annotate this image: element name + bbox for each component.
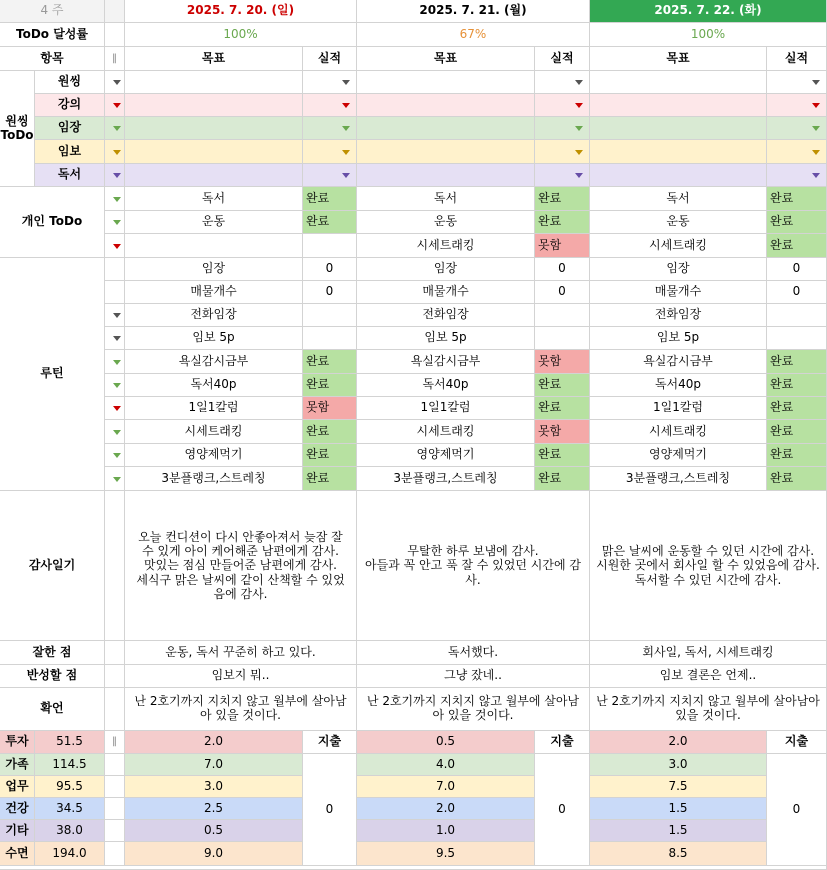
dropdown-arrow-icon[interactable]: [113, 173, 121, 178]
personal-result[interactable]: 완료: [303, 187, 357, 211]
wonssing-item: 원씽: [35, 71, 105, 94]
spacer: [105, 665, 125, 688]
dropdown-arrow-icon[interactable]: [113, 336, 121, 341]
good-entry[interactable]: 운동, 독서 꾸준히 하고 있다.: [125, 641, 357, 665]
good-entry[interactable]: 독서했다.: [357, 641, 590, 665]
col-goal: 목표: [125, 47, 303, 71]
wonssing-result[interactable]: [767, 94, 827, 117]
routine-result[interactable]: [303, 327, 357, 350]
wonssing-result[interactable]: [535, 94, 590, 117]
wonssing-goal[interactable]: [590, 94, 767, 117]
routine-result[interactable]: 못함: [535, 420, 590, 444]
dropdown-arrow-icon[interactable]: [575, 173, 583, 178]
wonssing-result[interactable]: [303, 140, 357, 164]
dropdown-arrow-icon[interactable]: [113, 430, 121, 435]
gratitude-label: 감사일기: [0, 491, 105, 641]
affirm-entry[interactable]: 난 2호기까지 지치지 않고 월부에 살아남아 있을 것이다.: [125, 688, 357, 731]
wonssing-dropdown[interactable]: [105, 94, 125, 117]
routine-goal[interactable]: 전화임장: [590, 304, 767, 327]
spend-label: 지출: [535, 731, 590, 754]
routine-goal[interactable]: 영양제먹기: [357, 444, 535, 467]
wonssing-result[interactable]: [535, 71, 590, 94]
time-value[interactable]: 0.5: [357, 731, 535, 754]
routine-result[interactable]: 완료: [767, 397, 827, 420]
personal-todo-label: 개인 ToDo: [0, 187, 105, 258]
reflect-entry[interactable]: 임보 결론은 언제..: [590, 665, 827, 688]
dropdown-arrow-icon[interactable]: [113, 220, 121, 225]
routine-result[interactable]: 0: [767, 281, 827, 304]
dropdown-arrow-icon[interactable]: [575, 80, 583, 85]
time-value[interactable]: 1.5: [590, 798, 767, 820]
dropdown-arrow-icon[interactable]: [812, 173, 820, 178]
dropdown-arrow-icon[interactable]: [342, 80, 350, 85]
dropdown-arrow-icon[interactable]: [342, 103, 350, 108]
routine-goal[interactable]: 시세트래킹: [590, 420, 767, 444]
routine-goal[interactable]: 독서40p: [125, 374, 303, 397]
dropdown-arrow-icon[interactable]: [812, 126, 820, 131]
routine-result[interactable]: 0: [303, 258, 357, 281]
routine-result[interactable]: 완료: [767, 444, 827, 467]
dropdown-arrow-icon[interactable]: [113, 244, 121, 249]
time-value[interactable]: 8.5: [590, 842, 767, 866]
routine-dropdown[interactable]: [105, 420, 125, 444]
col-goal: 목표: [590, 47, 767, 71]
todo-rate-value: 100%: [125, 23, 357, 47]
wonssing-goal[interactable]: [357, 94, 535, 117]
routine-goal[interactable]: 독서40p: [357, 374, 535, 397]
routine-goal[interactable]: 3분플랭크,스트레칭: [125, 467, 303, 491]
wonssing-dropdown[interactable]: [105, 117, 125, 140]
dropdown-arrow-icon[interactable]: [113, 103, 121, 108]
week-label: 4 주: [0, 0, 105, 23]
routine-dropdown[interactable]: [105, 350, 125, 374]
routine-result[interactable]: [303, 304, 357, 327]
time-total: 51.5: [35, 731, 105, 754]
personal-result[interactable]: 완료: [535, 187, 590, 211]
time-category: 가족: [0, 754, 35, 776]
time-value[interactable]: 9.0: [125, 842, 303, 866]
routine-result[interactable]: 완료: [767, 350, 827, 374]
routine-result[interactable]: 완료: [767, 420, 827, 444]
spacer: [105, 688, 125, 731]
time-category: 수면: [0, 842, 35, 866]
time-value[interactable]: 4.0: [357, 754, 535, 776]
routine-goal[interactable]: 3분플랭크,스트레칭: [590, 467, 767, 491]
routine-goal[interactable]: 임보 5p: [357, 327, 535, 350]
routine-goal[interactable]: 임장: [125, 258, 303, 281]
dropdown-arrow-icon[interactable]: [113, 453, 121, 458]
routine-goal[interactable]: 욕실감시금부: [357, 350, 535, 374]
spacer: [105, 0, 125, 23]
personal-goal[interactable]: 운동: [590, 211, 767, 234]
routine-result[interactable]: 완료: [303, 374, 357, 397]
routine-dropdown[interactable]: [105, 444, 125, 467]
time-value[interactable]: 2.5: [125, 798, 303, 820]
wonssing-dropdown[interactable]: [105, 140, 125, 164]
dropdown-arrow-icon[interactable]: [113, 197, 121, 202]
spacer: [105, 798, 125, 820]
routine-dropdown[interactable]: [105, 304, 125, 327]
spend-label: 지출: [303, 731, 357, 754]
dropdown-arrow-icon[interactable]: [113, 126, 121, 131]
routine-result[interactable]: 못함: [303, 397, 357, 420]
personal-dropdown[interactable]: [105, 211, 125, 234]
time-total: 194.0: [35, 842, 105, 866]
gratitude-entry[interactable]: 오늘 컨디션이 다시 안좋아져서 늦잠 잘 수 있게 아이 케어해준 남편에게 감사. 맛있는 점심 만들어준 남편에게 감사. 세식구 맑은 날씨에 같이 산책할 수 있었음에 감사.: [125, 491, 357, 641]
time-value[interactable]: 9.5: [357, 842, 535, 866]
personal-goal[interactable]: 운동: [125, 211, 303, 234]
dropdown-arrow-icon[interactable]: [575, 126, 583, 131]
routine-goal[interactable]: 매물개수: [590, 281, 767, 304]
personal-goal[interactable]: 독서: [125, 187, 303, 211]
routine-result[interactable]: [535, 327, 590, 350]
routine-dropdown[interactable]: [105, 258, 125, 281]
routine-result[interactable]: 완료: [303, 444, 357, 467]
wonssing-goal[interactable]: [590, 140, 767, 164]
wonssing-goal[interactable]: [357, 71, 535, 94]
time-value[interactable]: 0.5: [125, 820, 303, 842]
personal-goal[interactable]: 운동: [357, 211, 535, 234]
time-category: 업무: [0, 776, 35, 798]
personal-result[interactable]: 완료: [767, 187, 827, 211]
time-value[interactable]: 3.0: [590, 754, 767, 776]
dropdown-arrow-icon[interactable]: [113, 80, 121, 85]
todo-rate-value: 67%: [357, 23, 590, 47]
spacer: [105, 820, 125, 842]
time-total: 114.5: [35, 754, 105, 776]
dropdown-arrow-icon[interactable]: [812, 150, 820, 155]
wonssing-result[interactable]: [767, 71, 827, 94]
routine-goal[interactable]: 전화임장: [125, 304, 303, 327]
personal-result[interactable]: 완료: [535, 211, 590, 234]
dropdown-arrow-icon[interactable]: [113, 477, 121, 482]
personal-dropdown[interactable]: [105, 234, 125, 258]
wonssing-goal[interactable]: [590, 117, 767, 140]
routine-goal[interactable]: 영양제먹기: [125, 444, 303, 467]
dropdown-arrow-icon[interactable]: [113, 383, 121, 388]
personal-result[interactable]: 못함: [535, 234, 590, 258]
routine-result[interactable]: [767, 327, 827, 350]
routine-goal[interactable]: 임보 5p: [125, 327, 303, 350]
routine-result[interactable]: 0: [303, 281, 357, 304]
spacer: [105, 776, 125, 798]
reflect-entry[interactable]: 임보지 뭐..: [125, 665, 357, 688]
routine-dropdown[interactable]: [105, 467, 125, 491]
routine-result[interactable]: 완료: [303, 350, 357, 374]
time-value[interactable]: 2.0: [357, 798, 535, 820]
time-value[interactable]: 2.0: [125, 731, 303, 754]
routine-dropdown[interactable]: [105, 397, 125, 420]
dropdown-arrow-icon[interactable]: [342, 173, 350, 178]
spacer: [105, 491, 125, 641]
wonssing-result[interactable]: [767, 164, 827, 187]
routine-result[interactable]: 완료: [303, 420, 357, 444]
spacer: [105, 23, 125, 47]
routine-dropdown[interactable]: [105, 281, 125, 304]
routine-goal[interactable]: 3분플랭크,스트레칭: [357, 467, 535, 491]
col-result: 실적: [303, 47, 357, 71]
spacer: ‖: [105, 731, 125, 754]
gratitude-entry[interactable]: 맑은 날씨에 운동할 수 있던 시간에 감사. 시원한 곳에서 회사일 할 수 있었음에 감사. 독서할 수 있던 시간에 감사.: [590, 491, 827, 641]
good-label: 잘한 점: [0, 641, 105, 665]
dropdown-arrow-icon[interactable]: [113, 150, 121, 155]
spend-label: 지출: [767, 731, 827, 754]
todo-rate-label: ToDo 달성률: [0, 23, 105, 47]
routine-goal[interactable]: 임장: [357, 258, 535, 281]
routine-goal[interactable]: 1일1칼럼: [357, 397, 535, 420]
item-label: 항목: [0, 47, 105, 71]
time-category: 기타: [0, 820, 35, 842]
time-value[interactable]: 7.0: [357, 776, 535, 798]
routine-result[interactable]: 0: [767, 258, 827, 281]
routine-goal[interactable]: 시세트래킹: [357, 420, 535, 444]
routine-result[interactable]: 완료: [535, 467, 590, 491]
dropdown-arrow-icon[interactable]: [812, 80, 820, 85]
spend-value[interactable]: 0: [535, 754, 590, 866]
affirm-entry[interactable]: 난 2호기까지 지치지 않고 월부에 살아남아 있을 것이다.: [357, 688, 590, 731]
routine-result[interactable]: 완료: [535, 374, 590, 397]
day-header: 2025. 7. 21. (월): [357, 0, 590, 23]
time-category: 투자: [0, 731, 35, 754]
wonssing-goal[interactable]: [125, 94, 303, 117]
affirm-label: 확언: [0, 688, 105, 731]
routine-result[interactable]: [535, 304, 590, 327]
good-entry[interactable]: 회사일, 독서, 시세트래킹: [590, 641, 827, 665]
routine-goal[interactable]: 1일1칼럼: [125, 397, 303, 420]
time-category: 건강: [0, 798, 35, 820]
wonssing-result[interactable]: [535, 140, 590, 164]
col-result: 실적: [535, 47, 590, 71]
wonssing-result[interactable]: [767, 140, 827, 164]
wonssing-goal[interactable]: [125, 140, 303, 164]
wonssing-item: 독서: [35, 164, 105, 187]
time-value[interactable]: 1.5: [590, 820, 767, 842]
routine-goal[interactable]: 전화임장: [357, 304, 535, 327]
dropdown-arrow-icon[interactable]: [575, 150, 583, 155]
dropdown-arrow-icon[interactable]: [113, 313, 121, 318]
time-total: 95.5: [35, 776, 105, 798]
wonssing-dropdown[interactable]: [105, 164, 125, 187]
wonssing-item: 임장: [35, 117, 105, 140]
personal-goal[interactable]: [125, 234, 303, 258]
routine-result[interactable]: 완료: [535, 397, 590, 420]
wonssing-goal[interactable]: [125, 117, 303, 140]
col-result: 실적: [767, 47, 827, 71]
wonssing-goal[interactable]: [357, 140, 535, 164]
routine-result[interactable]: [767, 304, 827, 327]
time-value[interactable]: 1.0: [357, 820, 535, 842]
wonssing-result[interactable]: [303, 94, 357, 117]
wonssing-result[interactable]: [303, 71, 357, 94]
personal-dropdown[interactable]: [105, 187, 125, 211]
personal-result[interactable]: [303, 234, 357, 258]
dropdown-arrow-icon[interactable]: [812, 103, 820, 108]
day-header: 2025. 7. 22. (화): [590, 0, 827, 23]
routine-result[interactable]: 못함: [535, 350, 590, 374]
routine-goal[interactable]: 1일1칼럼: [590, 397, 767, 420]
time-total: 38.0: [35, 820, 105, 842]
spacer: [105, 754, 125, 776]
wonssing-result[interactable]: [535, 117, 590, 140]
dropdown-arrow-icon[interactable]: [342, 126, 350, 131]
wonssing-result[interactable]: [303, 164, 357, 187]
wonssing-result[interactable]: [303, 117, 357, 140]
routine-result[interactable]: 완료: [303, 467, 357, 491]
wonssing-result[interactable]: [767, 117, 827, 140]
routine-goal[interactable]: 매물개수: [125, 281, 303, 304]
wonssing-dropdown[interactable]: [105, 71, 125, 94]
personal-goal[interactable]: 독서: [357, 187, 535, 211]
wonssing-goal[interactable]: [590, 71, 767, 94]
gratitude-entry[interactable]: 무탈한 하루 보냄에 감사. 아들과 꼭 안고 푹 잘 수 있었던 시간에 감사.: [357, 491, 590, 641]
routine-goal[interactable]: 매물개수: [357, 281, 535, 304]
routine-result[interactable]: 완료: [767, 374, 827, 397]
personal-result[interactable]: 완료: [767, 234, 827, 258]
routine-result[interactable]: 완료: [767, 467, 827, 491]
reflect-entry[interactable]: 그냥 잤네..: [357, 665, 590, 688]
spend-value[interactable]: 0: [303, 754, 357, 866]
spacer: [105, 641, 125, 665]
dropdown-arrow-icon[interactable]: [342, 150, 350, 155]
wonssing-result[interactable]: [535, 164, 590, 187]
routine-goal[interactable]: 욕실감시금부: [125, 350, 303, 374]
routine-result[interactable]: 0: [535, 258, 590, 281]
wonssing-goal[interactable]: [357, 164, 535, 187]
personal-goal[interactable]: 시세트래킹: [590, 234, 767, 258]
routine-goal[interactable]: 독서40p: [590, 374, 767, 397]
day-header: 2025. 7. 20. (일): [125, 0, 357, 23]
wonssing-item: 임보: [35, 140, 105, 164]
routine-dropdown[interactable]: [105, 374, 125, 397]
spend-value[interactable]: 0: [767, 754, 827, 866]
routine-goal[interactable]: 영양제먹기: [590, 444, 767, 467]
personal-goal[interactable]: 시세트래킹: [357, 234, 535, 258]
bottom-edge: [0, 866, 827, 870]
dropdown-arrow-icon[interactable]: [113, 360, 121, 365]
personal-goal[interactable]: 독서: [590, 187, 767, 211]
time-value[interactable]: 2.0: [590, 731, 767, 754]
col-goal: 목표: [357, 47, 535, 71]
dropdown-arrow-icon[interactable]: [113, 406, 121, 411]
affirm-entry[interactable]: 난 2호기까지 지치지 않고 월부에 살아남아 있을 것이다.: [590, 688, 827, 731]
wonssing-todo-label: 원씽 ToDo: [0, 71, 35, 187]
routine-goal[interactable]: 시세트래킹: [125, 420, 303, 444]
routine-result[interactable]: 완료: [535, 444, 590, 467]
time-value[interactable]: 7.0: [125, 754, 303, 776]
wonssing-goal[interactable]: [590, 164, 767, 187]
reflect-label: 반성할 점: [0, 665, 105, 688]
routine-label: 루틴: [0, 258, 105, 491]
routine-goal[interactable]: 임장: [590, 258, 767, 281]
wonssing-goal[interactable]: [125, 71, 303, 94]
routine-result[interactable]: 0: [535, 281, 590, 304]
personal-result[interactable]: 완료: [303, 211, 357, 234]
routine-goal[interactable]: 욕실감시금부: [590, 350, 767, 374]
wonssing-goal[interactable]: [357, 117, 535, 140]
wonssing-goal[interactable]: [125, 164, 303, 187]
routine-dropdown[interactable]: [105, 327, 125, 350]
personal-result[interactable]: 완료: [767, 211, 827, 234]
wonssing-item: 강의: [35, 94, 105, 117]
spacer: [105, 842, 125, 866]
todo-rate-value: 100%: [590, 23, 827, 47]
routine-goal[interactable]: 임보 5p: [590, 327, 767, 350]
time-total: 34.5: [35, 798, 105, 820]
spacer: ‖: [105, 47, 125, 71]
time-value[interactable]: 3.0: [125, 776, 303, 798]
time-value[interactable]: 7.5: [590, 776, 767, 798]
dropdown-arrow-icon[interactable]: [575, 103, 583, 108]
